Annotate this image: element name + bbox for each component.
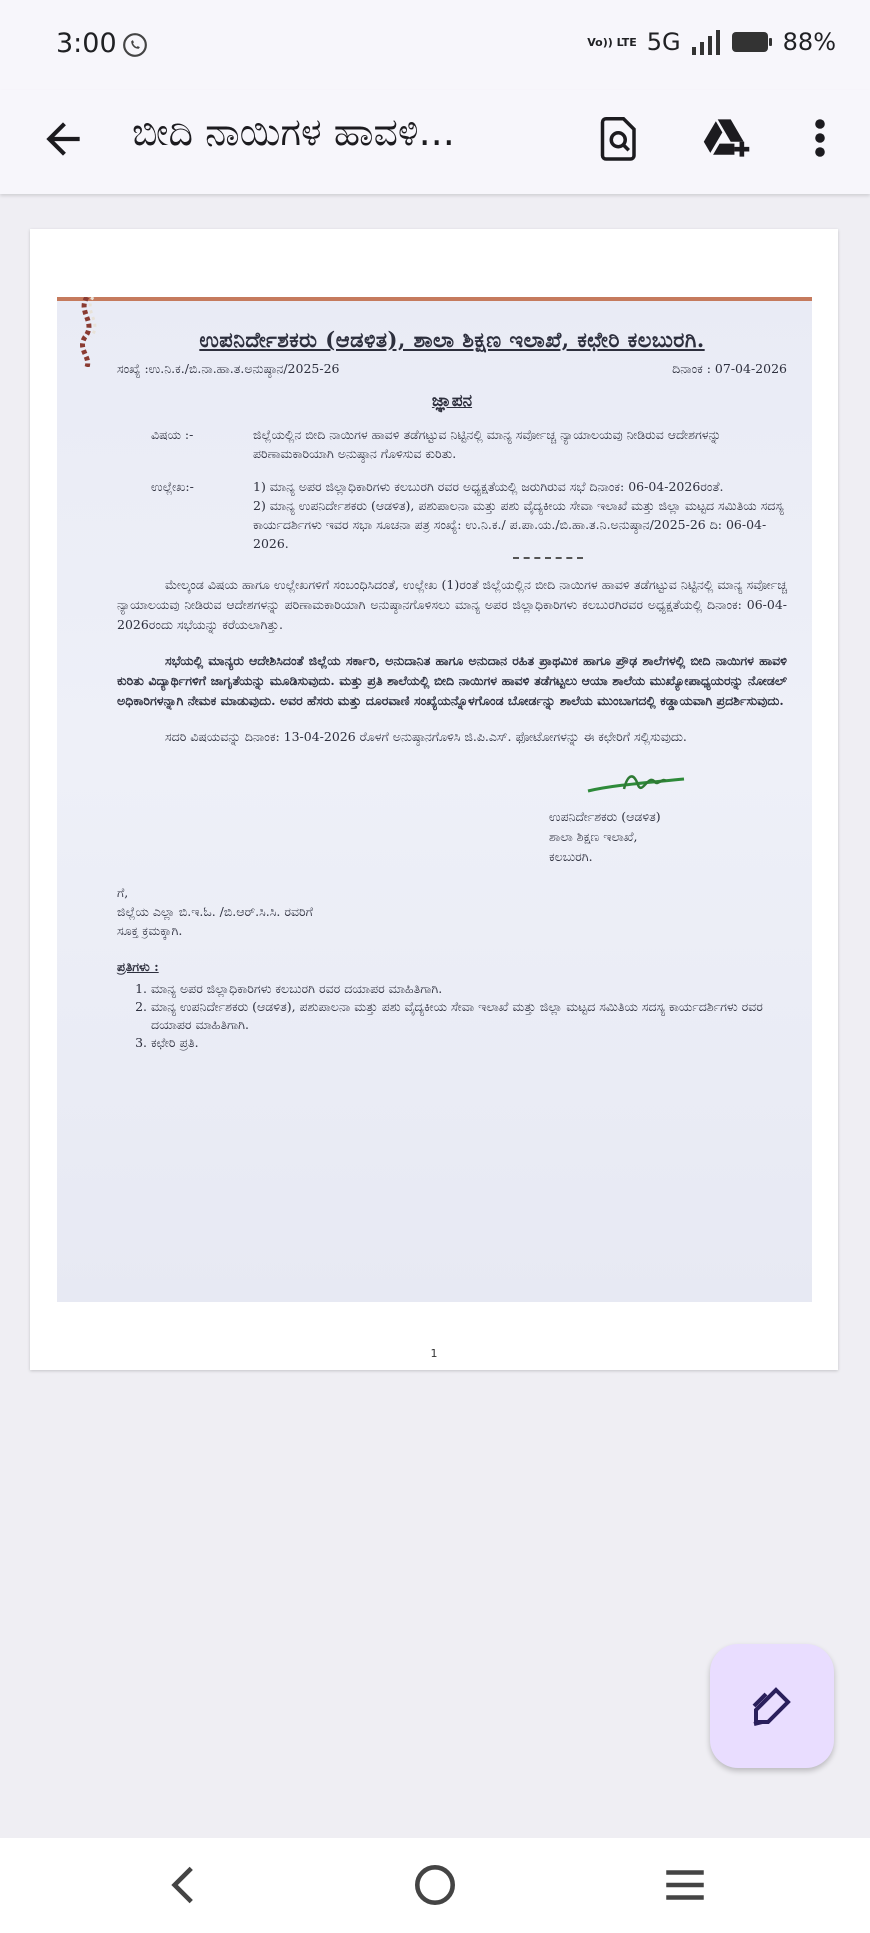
signatory-dept: ಶಾಲಾ ಶಿಕ್ಷಣ ಇಲಾಖೆ, [549,829,638,844]
subject-text: ಜಿಲ್ಲೆಯಲ್ಲಿನ ಬೀದಿ ನಾಯಿಗಳ ಹಾವಳಿ ತಡೆಗಟ್ಟುವ ನಿಟ್ಟಿನಲ್ಲಿ ಮಾನ್ಯ ಸರ್ವೋಚ್ಚ ನ್ಯಾಯಾಲಯವು ನೀಡಿರುವ ಆದೇಶಗಳನ್ನು ಪರಿಣಾಮಕಾರಿಯಾಗಿ ಅನುಷ್ಠಾನ ಗೊಳಿಸುವ ಕುರಿತು. [253,427,722,461]
signatory-title: ಉಪನಿರ್ದೇಶಕರು (ಆಡಳಿತ) [549,809,661,824]
scanned-document [57,297,812,1302]
signatory-place: ಕಲಬುರಗಿ. [549,849,593,864]
document-body [117,327,787,1052]
add-to-drive-button[interactable] [697,108,757,168]
reference-list [253,477,787,559]
back-arrow-icon[interactable] [38,114,88,164]
find-in-page-icon [599,115,641,161]
subject-label: ವಿಷಯ :- [151,427,194,442]
battery-icon [731,31,773,53]
more-options-button[interactable] [790,108,850,168]
reference-row [117,477,787,559]
rope-decoration [57,297,117,367]
copies-list [137,980,787,1052]
copies-title: ಪ್ರತಿಗಳು : [117,959,159,974]
battery-percent: 88% [782,28,836,56]
copies-block [117,958,787,1052]
addressee-line: ಜಿಲ್ಲೆಯ ಎಲ್ಲಾ ಬಿ.ಇ.ಓ. /ಬಿ.ಆರ್.ಸಿ.ಸಿ. ರವರಿಗೆ [117,904,313,919]
dashed-divider [513,557,583,559]
paragraph: ಸದರಿ ವಿಷಯವನ್ನು ದಿನಾಂಕ: 13-04-2026 ರೊಳಗೆ ಅನುಷ್ಠಾನಗೊಳಿಸಿ ಜಿ.ಪಿ.ಎಸ್. ಫೋಟೋಗಳನ್ನು ಈ ಕಛೇರಿಗೆ ಸಲ್ಲಿಸುವುದು. [165,729,687,744]
signature-mark [584,765,694,801]
network-type: 5G [646,28,681,56]
copy-item: 1. ಮಾನ್ಯ ಅಪರ ಜಿಲ್ಲಾಧಿಕಾರಿಗಳು ಕಲಬುರಗಿ ರವರ ದಯಾಪರ ಮಾಹಿತಿಗಾಗಿ. [151,980,787,998]
paragraph-bold: ಸಭೆಯಲ್ಲಿ ಮಾನ್ಯರು ಆದೇಶಿಸಿದಂತೆ ಜಿಲ್ಲೆಯ ಸರ್ಕಾರಿ, ಅನುದಾನಿತ ಹಾಗೂ ಅನುದಾನ ರಹಿತ ಪ್ರಾಥಮಿಕ ಹಾಗೂ ಪ್ರೌಢ ಶಾಲೆಗಳಲ್ಲಿ ಬೀದಿ ನಾಯಿಗಳ ಹಾವಳಿ ಕುರಿತು ವಿದ್ಯಾರ್ಥಿಗಳಿಗೆ ಜಾಗೃತೆಯನ್ನು ಮೂಡಿಸುವುದು. ಮತ್ತು ಪ್ರತಿ ಶಾಲೆಯಲ್ಲಿ ಬೀದಿ ನಾಯಿಗಳ ಹಾವಳಿ ತಡೆಗಟ್ಟಲು ಆಯಾ ಶಾಲೆಯ ಮುಖ್ಯೋಪಾಧ್ಯಯರನ್ನು ನೋಡಲ್ ಅಧಿಕಾರಿಗಳನ್ನಾಗಿ ನೇಮಕ ಮಾಡುವುದು. ಅವರ ಹೆಸರು ಮತ್ತು ದೂರವಾಣಿ ಸಂಖ್ಯೆಯನ್ನೊಳಗೊಂಡ ಬೋರ್ಡನ್ನು ಶಾಲೆಯ ಮುಂಬಾಗದಲ್ಲಿ ಕಡ್ಡಾಯವಾಗಿ ಪ್ರದರ್ಶಿಸುವುದು. [117,653,787,708]
signal-icon [691,29,721,55]
status-bar [0,0,870,90]
nav-recents-icon[interactable] [660,1860,710,1910]
ref-row [117,361,787,377]
status-right [587,28,836,56]
find-in-page-button[interactable] [590,108,650,168]
add-to-drive-icon [701,115,753,161]
doc-date: ದಿನಾಂಕ : 07-04-2026 [672,361,787,376]
reference-item: 1) ಮಾನ್ಯ ಅಪರ ಜಿಲ್ಲಾಧಿಕಾರಿಗಳು ಕಲಬುರಗಿ ರವರ ಅಧ್ಯಕ್ಷತೆಯಲ್ಲಿ ಜರುಗಿರುವ ಸಭೆ ದಿನಾಂಕ: 06-04-2026ರಂತೆ. [253,479,724,494]
whatsapp-icon [122,32,148,58]
reference-item: 2) ಮಾನ್ಯ ಉಪನಿರ್ದೇಶಕರು (ಆಡಳಿತ), ಪಶುಪಾಲನಾ ಮತ್ತು ಪಶು ವೈದ್ಯಕೀಯ ಸೇವಾ ಇಲಾಖೆ ಮತ್ತು ಜಿಲ್ಲಾ ಮಟ್ಟದ ಸಮಿತಿಯ ಸದಸ್ಯ ಕಾರ್ಯದರ್ಶಿಗಳು ಇವರ ಸಭಾ ಸೂಚನಾ ಪತ್ರ ಸಂಖ್ಯೆ: ಉ.ನಿ.ಕ./ ಪ.ಪಾ.ಯ./ಬಿ.ಹಾ.ತ.ನಿ.ಅನುಷ್ಠಾನ/2025-26 ದಿ: 06-04-2026. [253,498,784,551]
nav-home-icon[interactable] [410,1860,460,1910]
volte-icon: Vo)) LTE [587,35,637,49]
app-bar [0,90,870,194]
document-title: ಬೀದಿ ನಾಯಿಗಳ ಹಾವಳಿ... [132,110,455,154]
edit-fab-button[interactable] [710,1644,834,1768]
addressee-line: ಗೆ, [117,885,129,900]
page-number: 1 [430,1347,438,1360]
doc-header: ಉಪನಿರ್ದೇಶಕರು (ಆಡಳಿತ), ಶಾಲಾ ಶಿಕ್ಷಣ ಇಲಾಖೆ, ಕಛೇರಿ ಕಲಬುರಗಿ. [199,327,705,352]
ref-number: ಸಂಖ್ಯೆ :ಉ.ನಿ.ಕ./ಬಿ.ನಾ.ಹಾ.ತ.ಅನುಷ್ಠಾನ/2025-26 [117,361,340,376]
addressee-line: ಸೂಕ್ತ ಕ್ರಮಕ್ಕಾಗಿ. [117,923,183,938]
more-vert-icon [814,118,826,158]
status-time: 3:00 [56,28,117,59]
reference-label: ಉಲ್ಲೇಖ:- [151,479,194,494]
nav-back-icon[interactable] [160,1860,210,1910]
copy-item: 3. ಕಛೇರಿ ಪ್ರತಿ. [151,1034,787,1052]
copy-item: 2. ಮಾನ್ಯ ಉಪನಿರ್ದೇಶಕರು (ಆಡಳಿತ), ಪಶುಪಾಲನಾ ಮತ್ತು ಪಶು ವೈದ್ಯಕೀಯ ಸೇವಾ ಇಲಾಖೆ ಮತ್ತು ಜಿಲ್ಲಾ ಮಟ್ಟದ ಸಮಿತಿಯ ಸದಸ್ಯ ಕಾರ್ಯದರ್ಶಿಗಳು ರವರ ದಯಾಪರ ಮಾಹಿತಿಗಾಗಿ. [151,998,787,1034]
scan-top-edge [57,297,812,301]
addressee-block [117,883,787,940]
navigation-bar [0,1838,870,1933]
subject-row [117,425,787,463]
paragraph: ಮೇಲ್ಕಂಡ ವಿಷಯ ಹಾಗೂ ಉಲ್ಲೇಖಗಳಿಗೆ ಸಂಬಂಧಿಸಿದಂತೆ, ಉಲ್ಲೇಖ (1)ರಂತೆ ಜಿಲ್ಲೆಯಲ್ಲಿನ ಬೀದಿ ನಾಯಿಗಳ ಹಾವಳಿ ತಡೆಗಟ್ಟುವ ನಿಟ್ಟಿನಲ್ಲಿ ಮಾನ್ಯ ಸರ್ವೋಚ್ಚ ನ್ಯಾಯಾಲಯವು ನೀಡಿರುವ ಆದೇಶಗಳನ್ನು ಪರಿಣಾಮಕಾರಿಯಾಗಿ ಅನುಷ್ಠಾನಗೊಳಿಸಲು ಮಾನ್ಯ ಅಪರ ಜಿಲ್ಲಾಧಿಕಾರಿಗಳು ಕಲಬುರಗಿರವರ ಅಧ್ಯಕ್ಷತೆಯಲ್ಲಿ ದಿನಾಂಕ: 06-04-2026ರಂದು ಸಭೆಯನ್ನು ಕರೆಯಲಾಗಿತ್ತು. [117,577,787,632]
notice-title: ಜ್ಞಾಪನ [431,391,473,411]
edit-pen-icon [748,1682,796,1730]
signature-block [549,765,787,867]
document-page[interactable] [30,229,838,1370]
